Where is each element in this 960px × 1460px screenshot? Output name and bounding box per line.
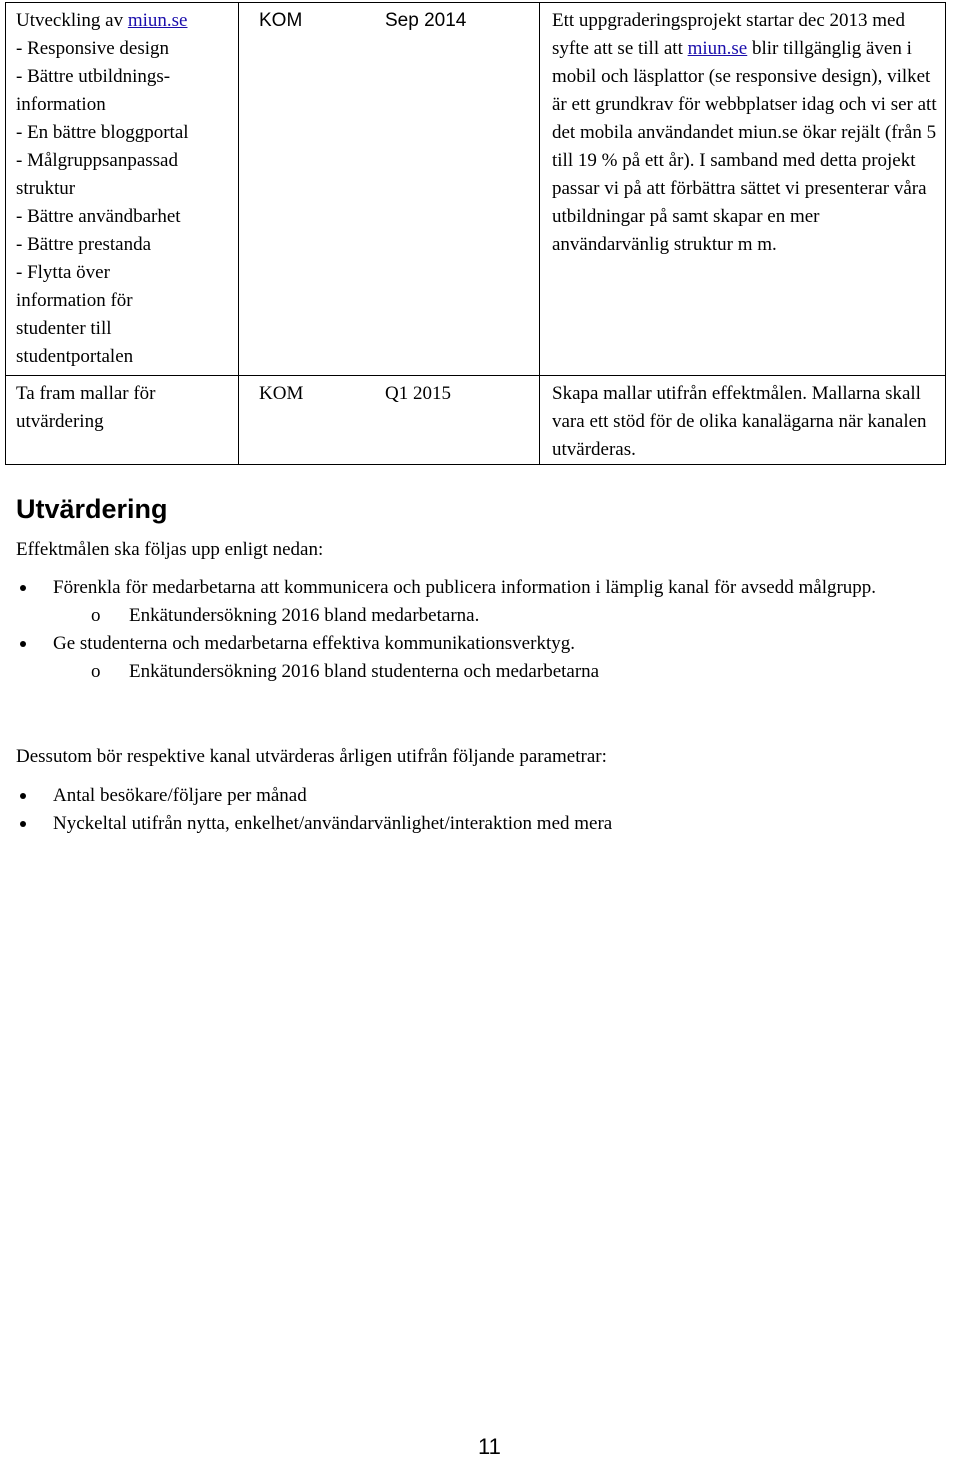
bullet-icon [20, 793, 26, 799]
activity-line: - Målgruppsanpassad [16, 150, 178, 171]
activity-line: - Responsive design [16, 38, 170, 59]
table-row [6, 376, 946, 465]
list-item [16, 574, 960, 602]
description-cell [540, 376, 946, 465]
owner-time-row [247, 7, 539, 35]
activity-line: - Bättre användbarhet [16, 206, 181, 227]
activity-line: - Bättre utbildnings- [16, 66, 171, 87]
description-text: blir tillgänglig även i mobil och läsplattor (se responsive design), vilket är ett grundkrav för webbplatser idag och vi ser att det mobila användandet miun.se ökar rejält (från 5 till 19 % på ett år). I samband med detta projekt passar vi på att förbättra sättet vi presenterar våra utbildningar på samt skapar en mer användarvänlig struktur m m. [552, 38, 937, 255]
activity-line: - Flytta över [16, 262, 110, 283]
list-item [16, 810, 960, 838]
activity-line: struktur [16, 178, 76, 199]
activity-line: information [16, 94, 106, 115]
activity-title-prefix: Utveckling av [16, 10, 128, 31]
description-text: Skapa mallar utifrån effektmålen. Mallarna skall vara ett stöd för de olika kanalägarna när kanalen utvärderas. [552, 383, 927, 460]
activity-line: - En bättre bloggportal [16, 122, 189, 143]
page-number: 11 [478, 1434, 501, 1459]
goal-list [16, 574, 960, 686]
annual-intro-paragraph: Dessutom bör respektive kanal utvärderas årligen utifrån följande parametrar: [16, 746, 607, 767]
list-item [16, 782, 960, 810]
parameter-text: Antal besökare/följare per månad [53, 785, 307, 806]
bullet-icon [20, 821, 26, 827]
description-cell [540, 3, 946, 376]
table-row [6, 3, 946, 376]
section-heading: Utvärdering [16, 494, 168, 524]
list-item [16, 630, 960, 658]
time-label: Q1 2015 [385, 383, 451, 404]
sub-list-item [16, 602, 960, 630]
intro-paragraph: Effektmålen ska följas upp enligt nedan: [16, 539, 324, 560]
time-label: Sep 2014 [385, 10, 467, 31]
activity-cell [6, 3, 239, 376]
sub-item-text: Enkätundersökning 2016 bland studenterna och medarbetarna [129, 661, 600, 682]
activity-cell [6, 376, 239, 465]
sub-list-item [16, 658, 960, 686]
bullet-icon [20, 585, 26, 591]
activity-title: Ta fram mallar för utvärdering [16, 383, 156, 432]
description-text: Ett uppgraderingsprojekt startar dec 2013 med syfte att se till att [552, 10, 905, 59]
owner-time-cell [239, 376, 540, 465]
miun-link[interactable]: miun.se [687, 38, 748, 59]
goal-text: Ge studenterna och medarbetarna effektiva kommunikationsverktyg. [53, 633, 575, 654]
activity-line: studenter till [16, 318, 112, 339]
parameter-list [16, 782, 960, 838]
activity-line: information för [16, 290, 133, 311]
goal-text: Förenkla för medarbetarna att kommunicera och publicera information i lämplig kanal för avsedd målgrupp. [53, 577, 877, 598]
sub-item-text: Enkätundersökning 2016 bland medarbetarna. [129, 605, 480, 626]
circle-bullet-icon: o [91, 661, 101, 682]
miun-link[interactable]: miun.se [127, 10, 188, 31]
activity-line: - Bättre prestanda [16, 234, 152, 255]
parameter-text: Nyckeltal utifrån nytta, enkelhet/användarvänlighet/interaktion med mera [53, 813, 613, 834]
activity-plan-table [5, 2, 946, 465]
bullet-icon [20, 641, 26, 647]
owner-time-cell [239, 3, 540, 376]
owner-label: KOM [259, 383, 304, 404]
owner-time-row [247, 380, 539, 408]
circle-bullet-icon: o [91, 605, 101, 626]
activity-line: studentportalen [16, 346, 134, 367]
owner-label: KOM [259, 10, 303, 31]
activity-title [16, 7, 228, 35]
